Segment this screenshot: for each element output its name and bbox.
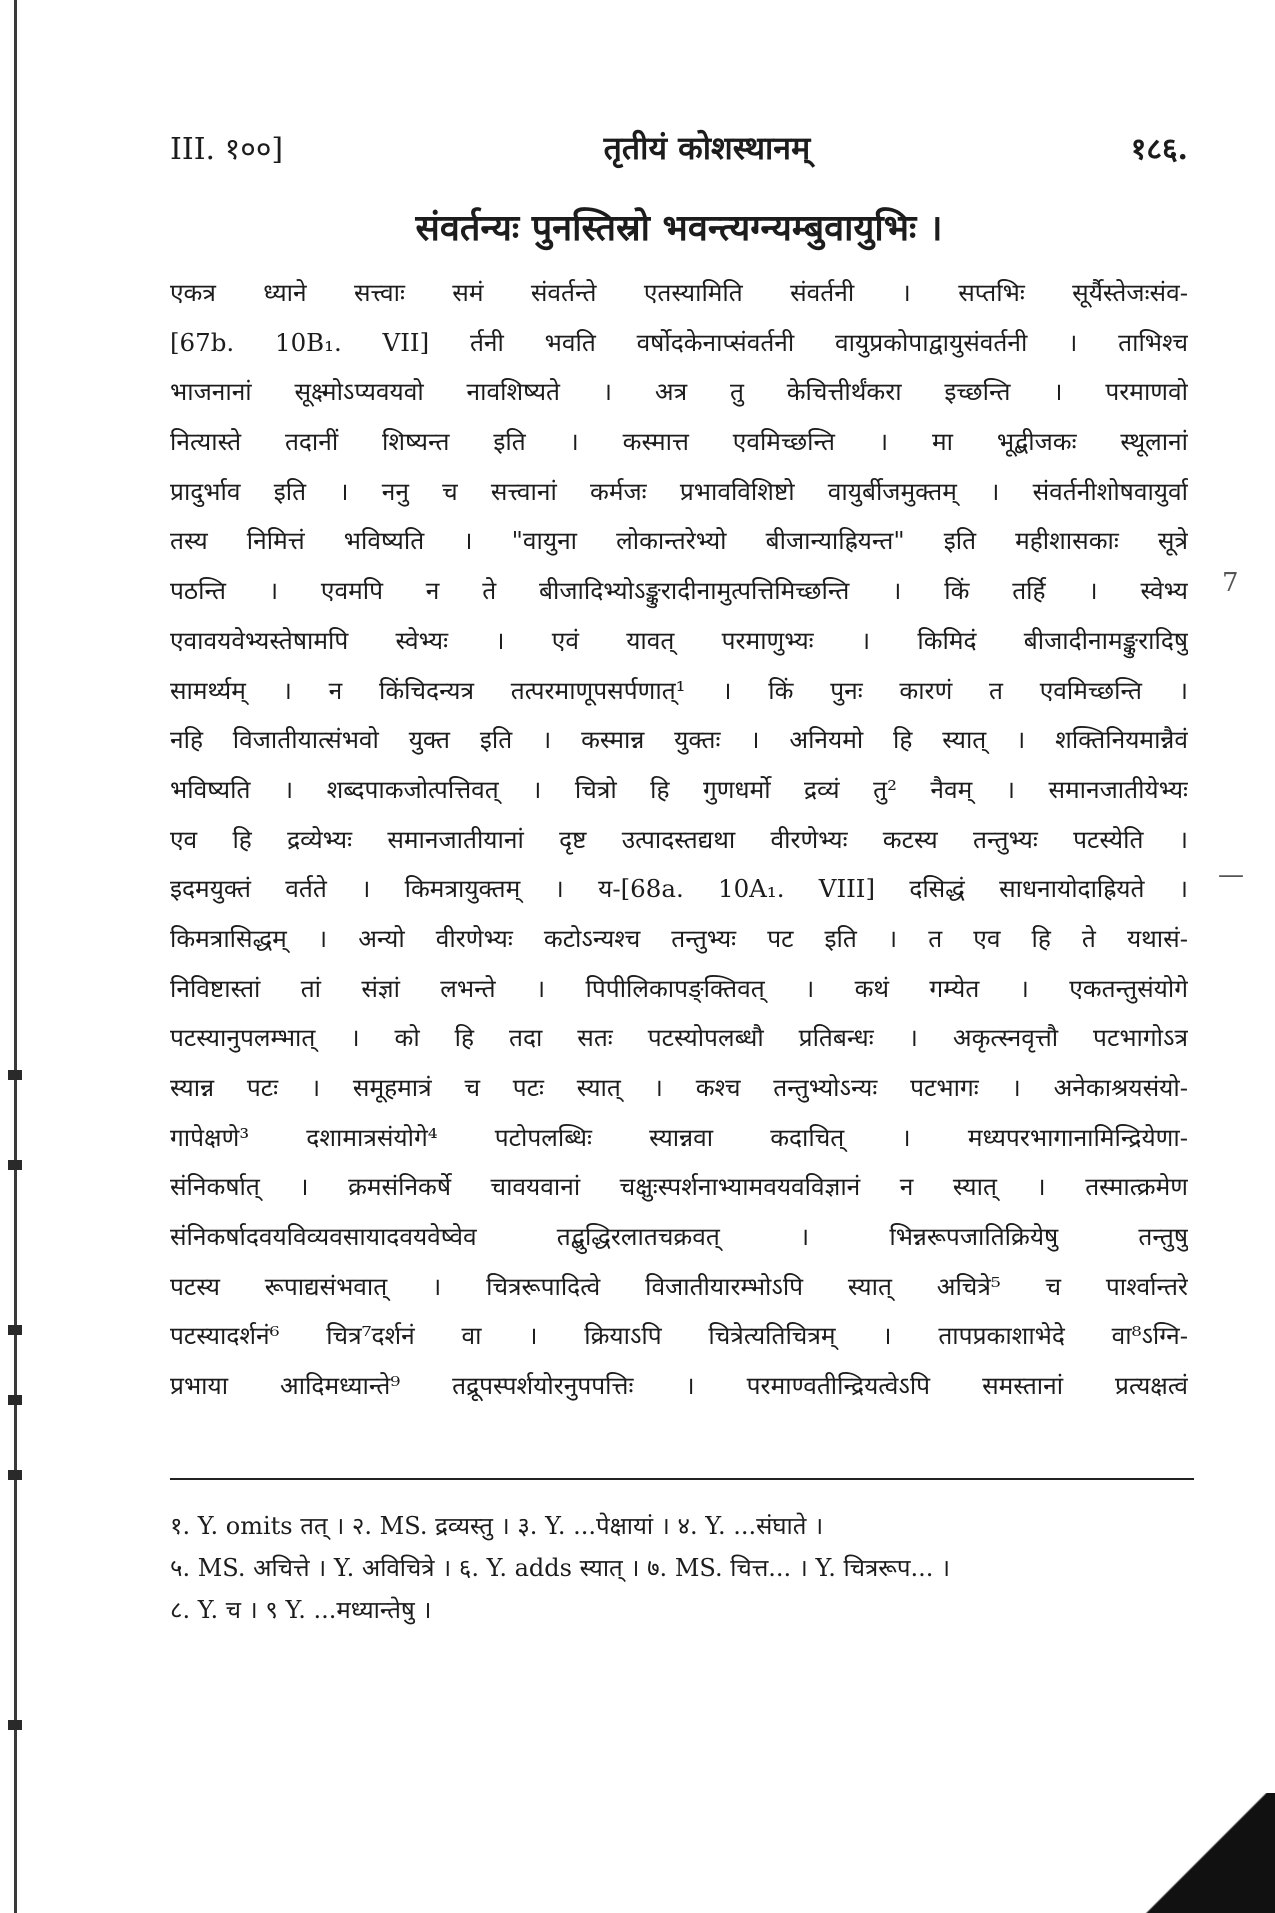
page-number: १८६. (1130, 131, 1188, 167)
page-header (170, 122, 1188, 172)
text-line: तस्य निमित्तं भविष्यति । "वायुना लोकान्तरेभ्यो बीजान्याह्रियन्त" इति महीशासकाः सूत्रे (170, 526, 1188, 556)
commentary-text (170, 268, 1188, 1411)
corner-shadow (1135, 1793, 1275, 1913)
verse-heading: संवर्तन्यः पुनस्तिस्रो भवन्त्यग्न्यम्बुवायुभिः । (415, 207, 943, 249)
text-line: पटस्यादर्शनं⁶ चित्र⁷दर्शनं वा । क्रियाऽपि चित्रेत्यतिचित्रम् । तापप्रकाशाभेदे वा⁸ऽग्नि- (170, 1321, 1188, 1351)
running-title: तृतीयं कोशस्थानम् (603, 128, 811, 167)
text-line: प्रभाया आदिमध्यान्ते⁹ तद्रूपस्पर्शयोरनुपपत्तिः । परमाण्वतीन्द्रियत्वेऽपि समस्तानां प्रत्यक्षत्वं (170, 1371, 1188, 1401)
margin-mark: 7 (1222, 568, 1239, 598)
text-line: इदमयुक्तं वर्तते । किमत्रायुक्तम् । य-[68a. 10A₁. VIII] दसिद्धं साधनायोदाह्रियते । (170, 874, 1188, 904)
page-edge (14, 0, 17, 1913)
footnote-line: १. Y. omits तत् । २. MS. द्रव्यस्तु । ३. Y. ...पेक्षायां । ४. Y. ...संघाते । (170, 1512, 824, 1540)
text-line: नित्यास्ते तदानीं शिष्यन्त इति । कस्मात्त एवमिच्छन्ति । मा भूद्बीजकः स्थूलानां (170, 427, 1188, 457)
text-line: निविष्टास्तां तां संज्ञां लभन्ते । पिपीलिकापङ्क्तिवत् । कथं गम्येत । एकतन्तुसंयोगे (170, 973, 1188, 1003)
text-line: संनिकर्षादवयविव्यवसायादवयवेष्वेव तद्बुद्धिरलातचक्रवत् । भिन्नरूपजातिक्रियेषु तन्तुषु (170, 1222, 1188, 1252)
text-line: पटस्यानुपलम्भात् । को हि तदा सतः पटस्योपलब्धौ प्रतिबन्धः । अकृत्स्नवृत्तौ पटभागोऽत्र (170, 1023, 1188, 1053)
text-line: संनिकर्षात् । क्रमसंनिकर्षे चावयवानां चक्षुःस्पर्शनाभ्यामवयवविज्ञानं न स्यात् । तस्मात्क्रमेण (170, 1172, 1188, 1202)
edge-mark (8, 1395, 22, 1405)
text-line: भाजनानां सूक्ष्मोऽप्यवयवो नावशिष्यते । अत्र तु केचित्तीर्थंकरा इच्छन्ति । परमाणवो (170, 377, 1188, 407)
edge-mark (8, 1470, 22, 1480)
footnote-line: ५. MS. अचित्ते । Y. अविचित्रे । ६. Y. adds स्यात् । ७. MS. चित्त... । Y. चित्ररूप... । (170, 1554, 951, 1582)
edge-mark (8, 1070, 22, 1080)
text-line: [67b. 10B₁. VII] र्तनी भवति वर्षोदकेनाप्संवर्तनी वायुप्रकोपाद्वायुसंवर्तनी । ताभिश्च (170, 327, 1188, 357)
text-line: स्यान्न पटः । समूहमात्रं च पटः स्यात् । कश्च तन्तुभ्योऽन्यः पटभागः । अनेकाश्रयसंयो- (170, 1073, 1188, 1102)
footnote-line: ८. Y. च । ९ Y. ...मध्यान्तेषु । (170, 1596, 432, 1624)
text-line: एव हि द्रव्येभ्यः समानजातीयानां दृष्ट उत्पादस्तद्यथा वीरणेभ्यः कटस्य तन्तुभ्यः पटस्येति । (170, 824, 1188, 854)
text-line: भविष्यति । शब्दपाकजोत्पत्तिवत् । चित्रो हि गुणधर्मो द्रव्यं तु² नैवम् । समानजातीयेभ्यः (170, 774, 1188, 804)
text-line: गापेक्षणे³ दशामात्रसंयोगे⁴ पटोपलब्धिः स्यान्नवा कदाचित् । मध्यपरभागानामिन्द्रियेणा- (170, 1122, 1188, 1152)
text-line: प्रादुर्भाव इति । ननु च सत्त्वानां कर्मजः प्रभावविशिष्टो वायुर्बीजमुक्तम् । संवर्तनीशोषवायुर्वा (170, 476, 1188, 506)
edge-mark (8, 1720, 22, 1730)
text-line: नहि विजातीयात्संभवो युक्त इति । कस्मान्न युक्तः । अनियमो हि स्यात् । शक्तिनियमान्नैवं (170, 725, 1188, 755)
footnotes (170, 1505, 1188, 1631)
text-line: किमत्रासिद्धम् । अन्यो वीरणेभ्यः कटोऽन्यश्च तन्तुभ्यः पट इति । त एव हि ते यथासं- (170, 923, 1188, 953)
edge-mark (8, 1325, 22, 1335)
section-number: III. १००] (170, 131, 284, 167)
edge-mark (8, 1160, 22, 1170)
footnote-rule (170, 1478, 1194, 1480)
text-line: पठन्ति । एवमपि न ते बीजादिभ्योऽङ्कुरादीनामुत्पत्तिमिच्छन्ति । किं तर्हि । स्वेभ्य (170, 576, 1188, 606)
text-line: सामर्थ्यम् । न किंचिदन्यत्र तत्परमाणूपसर्पणात्¹ । किं पुनः कारणं त एवमिच्छन्ति । (170, 675, 1188, 705)
text-line: एवावयवेभ्यस्तेषामपि स्वेभ्यः । एवं यावत् परमाणुभ्यः । किमिदं बीजादीनामङ्कुरादिषु (170, 625, 1188, 655)
margin-mark: — (1218, 860, 1244, 890)
text-line: एकत्र ध्याने सत्त्वाः समं संवर्तन्ते एतस्यामिति संवर्तनी । सप्तभिः सूर्यैस्तेजःसंव- (170, 278, 1188, 307)
text-line: पटस्य रूपाद्यसंभवात् । चित्ररूपादित्वे विजातीयारम्भोऽपि स्यात् अचित्रे⁵ च पार्श्वान्तरे (170, 1271, 1188, 1301)
